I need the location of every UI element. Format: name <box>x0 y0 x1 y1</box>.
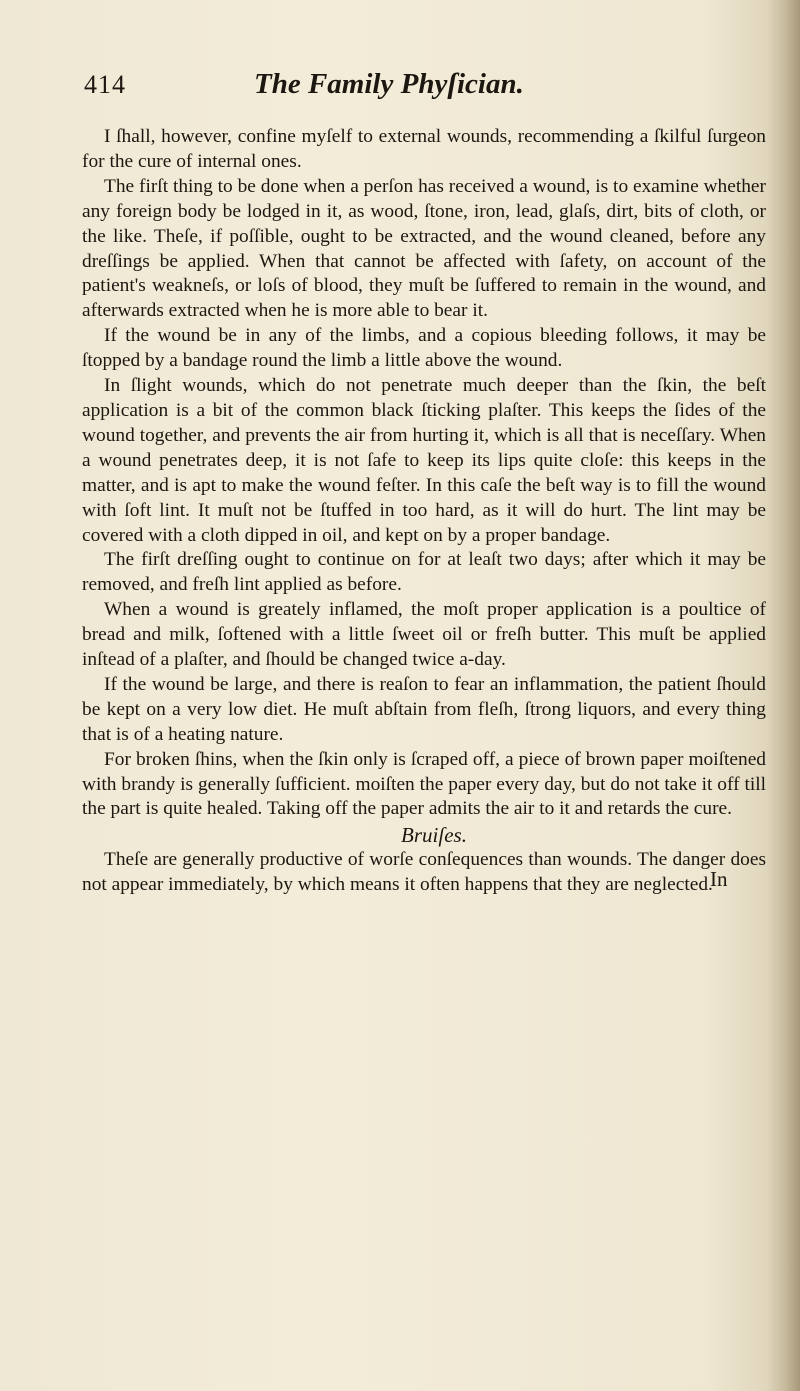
paragraph: In ſlight wounds, which do not penetrate much deeper than the ſkin, the beſt application is a bit of the common black ſticking plaſter. This keeps the ſides of the wound together, and prevents the air from hurting it, which is all that is neceſſary. When a wound penetrates deep, it is not ſafe to keep its lips quite cloſe: this keeps in the matter, and is apt to make the wound feſter. In this caſe the beſt way is to fill the wound with ſoft lint. It muſt not be ſtuffed in too hard, as it will do hurt. The lint may be covered with a cloth dipped in oil, and kept on by a proper bandage. <box>82 375 766 546</box>
page-header <box>84 70 724 110</box>
catchword: In <box>710 867 728 891</box>
paragraph: For broken ſhins, when the ſkin only is ſcraped off, a piece of brown paper moiſtened with brandy is generally ſufficient. moiſten the paper every day, but do not take it off till the part is quite healed. Taking off the paper admits the air to it and retards the cure. <box>82 748 766 820</box>
paragraph: Theſe are generally productive of worſe conſequences than wounds. The danger does not appear immediately, by which means it often happens that they are neglected. <box>82 849 766 896</box>
paragraph: When a wound is greately inflamed, the moſt proper application is a poultice of bread and milk, ſoftened with a little ſweet oil or freſh butter. This muſt be applied inſtead of a plaſter, and ſhould be changed twice a-day. <box>82 599 766 671</box>
page-number: 414 <box>84 70 126 99</box>
paragraph: If the wound be large, and there is reaſon to fear an inflammation, the patient ſhould be kept on a very low diet. He muſt abſtain from fleſh, ſtrong liquors, and every thing that is of a heating nature. <box>82 673 766 745</box>
paragraph: I ſhall, however, confine myſelf to external wounds, recommending a ſkilful ſurgeon for the cure of internal ones. <box>82 126 766 172</box>
paragraph: The firſt dreſſing ought to continue on for at leaſt two days; after which it may be removed, and freſh lint applied as before. <box>82 549 766 596</box>
paragraph: The firſt thing to be done when a perſon has received a wound, is to examine whether any foreign body be lodged in it, as wood, ſtone, iron, lead, glaſs, dirt, bits of cloth, or the like. Theſe, if poſſible, ought to be extracted, and the wound cleaned, before any dreſſings be applied. When that cannot be affected with ſafety, on account of the patient's weakneſs, or loſs of blood, they muſt be ſuffered to remain in the wound, and afterwards extracted when he is more able to bear it. <box>82 175 766 322</box>
section-heading: Bruiſes. <box>401 823 467 848</box>
running-title: The Family Phyſician. <box>254 68 524 100</box>
body-text <box>82 125 766 898</box>
page-edge-shadow <box>766 0 800 1391</box>
paragraph: If the wound be in any of the limbs, and a copious bleeding follows, it may be ſtopped by a bandage round the limb a little above the wound. <box>82 325 766 372</box>
